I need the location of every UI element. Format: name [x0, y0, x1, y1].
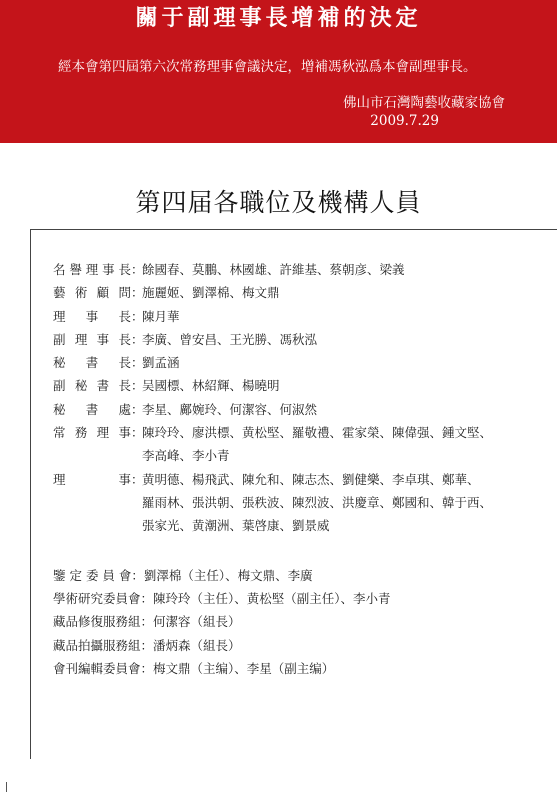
position-role: 名譽理事長: [53, 262, 131, 277]
position-names: 陳月華: [142, 308, 180, 324]
position-colon: ：: [131, 331, 144, 347]
committee-row: 藏品拍攝服務組：潘炳森（組長）: [53, 637, 241, 653]
position-row-continued: [53, 514, 533, 537]
position-role: 藝術顧問: [53, 285, 131, 301]
position-role: 副理事長: [53, 331, 131, 347]
committee-row: 會刊編輯委員會：梅文鼎（主编）、李星（副主编）: [53, 661, 335, 677]
position-role: 秘書處: [53, 401, 131, 417]
position-row: [53, 468, 533, 491]
position-colon: ：: [131, 355, 144, 371]
margin-mark: [6, 782, 7, 792]
position-row: [53, 258, 533, 281]
position-names: 施麗姬、劉澤棉、梅文鼎: [142, 285, 280, 301]
position-names: 羅雨林、張洪朝、張秩波、陳烈波、洪慶章、鄭國和、韓于西、: [142, 494, 493, 510]
horizontal-divider: [30, 229, 557, 230]
page-title: 第四届各職位及機構人員: [135, 188, 422, 217]
position-role: 常務理事: [53, 425, 131, 441]
roster: [53, 258, 533, 681]
banner-organization: 佛山市石灣陶藝收藏家協會: [343, 95, 505, 111]
position-role: 秘書長: [53, 355, 131, 371]
position-colon: ：: [131, 378, 144, 394]
position-colon: ：: [131, 471, 144, 487]
position-colon: [131, 491, 142, 514]
position-row: [53, 374, 533, 397]
position-row-continued: [53, 491, 533, 514]
position-role: [53, 444, 131, 467]
position-colon: ：: [131, 401, 144, 417]
position-names: 餘國春、莫鵬、林國雄、許維基、蔡朝彦、梁義: [142, 262, 405, 277]
position-role: 理事: [53, 471, 131, 487]
position-names: 黄明德、楊飛武、陳允和、陳志杰、劉健樂、李卓琪、鄭華、: [142, 471, 480, 487]
positions-list: [53, 258, 533, 538]
position-names: 張家光、黄潮洲、葉啓康、劉景威: [142, 518, 330, 534]
committee-row: 鑒 定 委 員 會：劉澤棉（主任）、梅文鼎、李廣: [53, 567, 313, 583]
committee-row: 學術研究委員會：陳玲玲（主任）、黄松堅（副主任）、李小青: [53, 590, 391, 606]
position-names: 李廣、曾安昌、王光勝、馮秋泓: [142, 331, 318, 347]
position-names: 吴國標、林紹輝、楊曉明: [142, 378, 280, 394]
committees-list: [53, 564, 533, 681]
position-row-continued: [53, 444, 533, 467]
vertical-divider: [30, 229, 31, 759]
position-names: 劉孟涵: [142, 355, 180, 371]
position-colon: ：: [131, 425, 144, 441]
position-names: 李星、鄺婉玲、何潔容、何淑然: [142, 401, 318, 417]
banner-date: 2009.7.29: [370, 113, 439, 129]
position-row: [53, 328, 533, 351]
position-names: 陳玲玲、廖洪標、黄松堅、羅敬禮、霍家榮、陳偉强、鍾文堅、: [142, 425, 493, 441]
position-role: 副秘書長: [53, 378, 131, 394]
position-row: [53, 421, 533, 444]
position-colon: [131, 444, 142, 467]
banner-announcement: 經本會第四屆第六次常務理事會議決定，增補馮秋泓爲本會副理事長。: [58, 59, 477, 75]
position-role: [53, 491, 131, 514]
position-row: [53, 305, 533, 328]
position-names: 李高峰、李小青: [142, 448, 230, 464]
position-colon: ：: [131, 285, 144, 301]
position-role: [53, 514, 131, 537]
position-colon: ：: [131, 308, 144, 324]
position-colon: [131, 514, 142, 537]
position-role: 理事長: [53, 308, 131, 324]
committee-row: 藏品修復服務組：何潔容（組長）: [53, 614, 241, 630]
position-colon: ：: [131, 262, 144, 277]
position-row: [53, 281, 533, 304]
banner-title: 關于副理事長增補的決定: [135, 6, 422, 31]
position-row: [53, 351, 533, 374]
header-banner: [0, 0, 557, 143]
position-row: [53, 398, 533, 421]
